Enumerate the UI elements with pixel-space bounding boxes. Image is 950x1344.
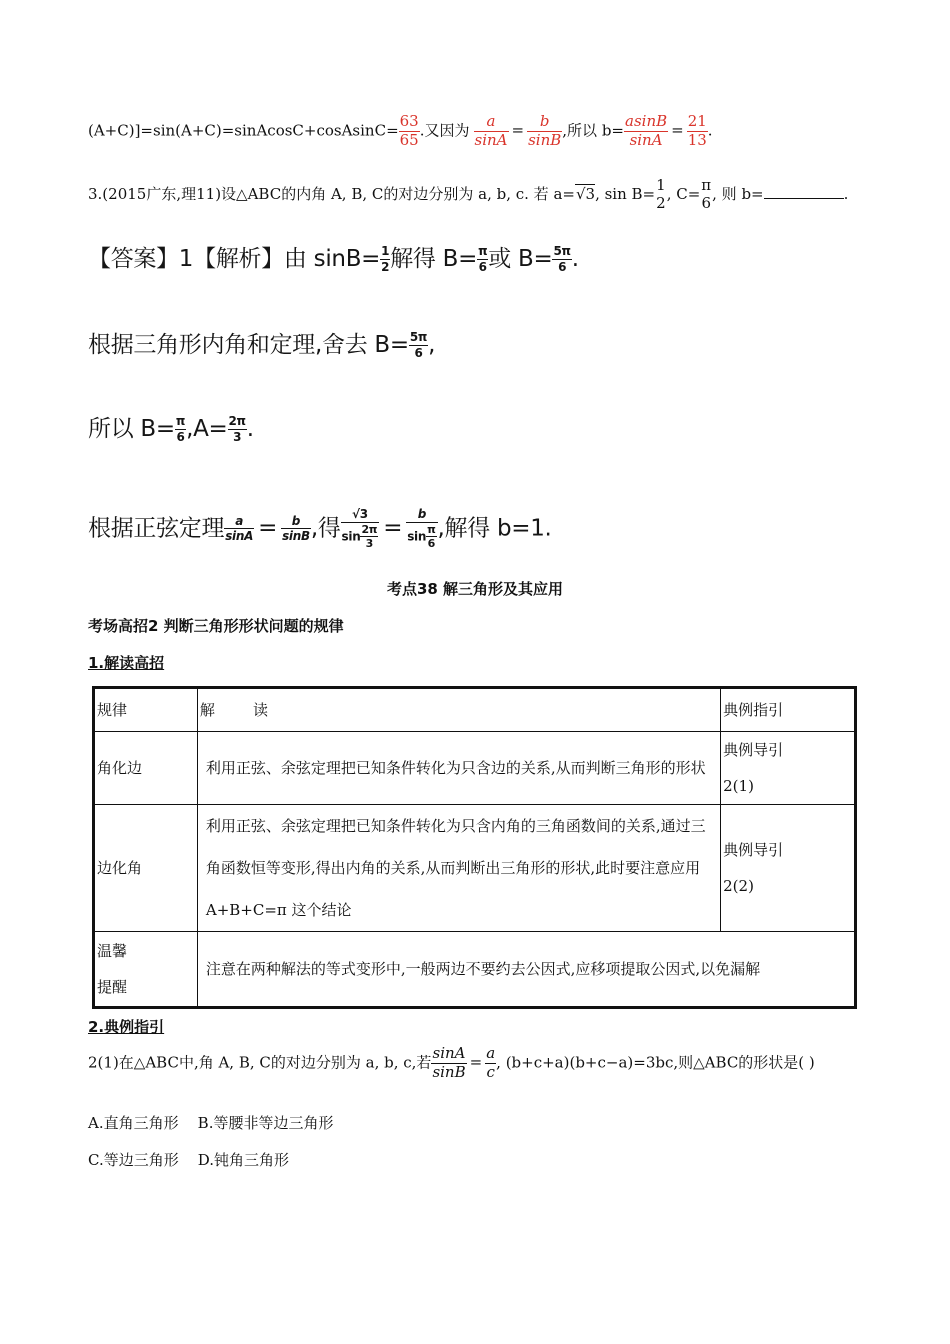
answer-line-2 <box>88 326 435 360</box>
fraction-sqrt3-sin2pi3: √3 sin $\frac{2\pi}{3}$ <box>341 507 378 551</box>
fraction-pi-6-inner: $\frac{\pi}{6}$ <box>427 522 436 551</box>
fraction-asinB-sinA: $\frac{asinB}{\sin A}$ <box>625 112 668 149</box>
answer-line-4-mid: ,得 <box>310 515 341 542</box>
problem-2-1 <box>88 1046 815 1081</box>
table-header-row <box>94 688 856 732</box>
answer-line-3-mid: ,A= <box>186 416 228 442</box>
row-rule-side-to-angle: 边化角 <box>94 805 198 932</box>
rules-table <box>92 686 857 1009</box>
computation-end: . <box>707 121 713 140</box>
problem-3-text4: , 则 b= <box>712 184 764 203</box>
row-desc-side-to-angle: 利用正弦、余弦定理把已知条件转化为只含内角的三角函数间的关系,通过三角函数恒等变形,得出内角的关系,从而判断出三角形的形状,此时要注意应用 A+B+C=π 这个结论 <box>197 805 720 932</box>
subsection-title: 考场高招2 判断三角形形状问题的规律 <box>88 617 344 635</box>
fraction-2pi-3-inner: $\frac{2\pi}{3}$ <box>361 522 378 551</box>
options-line-1: A.直角三角形 B.等腰非等边三角形 <box>88 1114 334 1132</box>
answer-blank <box>764 184 844 199</box>
answer-line-4 <box>88 508 552 550</box>
problem-2-1-eq: = <box>469 1053 483 1072</box>
table-row <box>94 732 856 805</box>
note-label: 温馨 提醒 <box>94 932 198 1008</box>
fraction-21-13: $\frac{21}{13}$ <box>687 112 707 149</box>
problem-3-text2: , sin B= <box>595 184 656 203</box>
computation-mid2: ,所以 b= <box>562 121 624 140</box>
header-rule: 规律 <box>94 688 198 732</box>
fraction-one-half-answer: $\frac{1}{2}$ <box>381 244 390 274</box>
equals-sign: = <box>511 121 525 140</box>
heading-examples: 2.典例指引 <box>88 1018 165 1036</box>
section-title: 考点38 解三角形及其应用 <box>386 580 564 598</box>
fraction-sinA-sinB: $\frac{\sin A}{\sin B}$ <box>432 1044 466 1081</box>
problem-2-1-text2: , (b+c+a)(b+c−a)=3bc,则△ABC的形状是( ) <box>496 1053 815 1072</box>
fraction-63-65: $\frac{63}{65}$ <box>399 112 419 149</box>
answer-label: 【答案】1【解析】由 sinB= <box>88 246 381 272</box>
fraction-5pi-6-answer: $\frac{5\pi}{6}$ <box>553 244 571 274</box>
problem-3-text1: 3.(2015广东,理11)设△ABC的内角 A, B, C的对边分别为 a, b, c. 若 a= <box>88 184 575 203</box>
answer-line-1 <box>88 240 579 274</box>
computation-line <box>88 114 713 149</box>
header-example: 典例指引 <box>721 688 856 732</box>
problem-2-1-text1: 2(1)在△ABC中,角 A, B, C的对边分别为 a, b, c,若 <box>88 1053 432 1072</box>
fraction-pi-6-answer: $\frac{\pi}{6}$ <box>478 244 488 274</box>
answer-line-1-or: 或 B= <box>488 246 553 272</box>
fraction-a-sinA-answer: $\frac{a}{\sin A}$ <box>225 513 254 544</box>
answer-line-2-end: , <box>428 332 436 358</box>
fraction-b-pi-6: $\frac{\pi}{6}$ <box>175 414 186 444</box>
answer-line-4-eq2: = <box>383 515 403 542</box>
fraction-one-half: 1 2 <box>656 176 666 212</box>
answer-line-4-end: ,解得 b=1. <box>437 515 552 542</box>
answer-line-3-end: . <box>246 416 254 442</box>
row-ref-angle-to-side: 典例导引 2(1) <box>721 732 856 805</box>
answer-line-4-text: 根据正弦定理 <box>88 515 225 542</box>
row-desc-angle-to-side: 利用正弦、余弦定理把已知条件转化为只含边的关系,从而判断三角形的形状 <box>197 732 720 805</box>
answer-line-3-text: 所以 B= <box>88 416 175 442</box>
row-rule-angle-to-side: 角化边 <box>94 732 198 805</box>
answer-line-4-eq: = <box>258 515 278 542</box>
fraction-b-sinB: $\frac{b}{\sin B}$ <box>528 112 562 149</box>
answer-line-1-end: . <box>571 246 579 272</box>
problem-3-text3: , C= <box>666 184 701 203</box>
computation-mid1: .又因为 <box>419 121 470 140</box>
row-ref-side-to-angle: 典例导引 2(2) <box>721 805 856 932</box>
sqrt-3: √3 <box>575 184 596 203</box>
computation-prefix: (A+C)]=sin(A+C)=sinAcosC+cosAsinC= <box>88 121 399 140</box>
note-text: 注意在两种解法的等式变形中,一般两边不要约去公因式,应移项提取公因式,以免漏解 <box>197 932 855 1008</box>
answer-line-2-text: 根据三角形内角和定理,舍去 B= <box>88 332 409 358</box>
answer-line-3 <box>88 410 254 444</box>
fraction-a-2pi-3: $\frac{2\pi}{3}$ <box>228 414 246 444</box>
fraction-b-sinB-answer: $\frac{b}{\sin B}$ <box>282 513 310 544</box>
problem-3 <box>88 178 848 212</box>
fraction-b-sinpi6: b sin $\frac{\pi}{6}$ <box>407 507 436 551</box>
fraction-a-c: $\frac{a}{c}$ <box>486 1044 496 1081</box>
fraction-a-sinA: $\frac{a}{\sin A}$ <box>474 112 508 149</box>
fraction-pi-6: π 6 <box>701 176 712 212</box>
table-note-row <box>94 932 856 1008</box>
header-interpretation: 解 读 <box>197 688 720 732</box>
options-line-2: C.等边三角形 D.钝角三角形 <box>88 1151 290 1169</box>
problem-3-end: . <box>843 184 849 203</box>
table-row <box>94 805 856 932</box>
heading-interpretation: 1.解读高招 <box>88 654 165 672</box>
equals-sign-2: = <box>671 121 684 140</box>
answer-line-1-mid: 解得 B= <box>390 246 478 272</box>
fraction-5pi-6-discard: $\frac{5\pi}{6}$ <box>409 330 428 360</box>
